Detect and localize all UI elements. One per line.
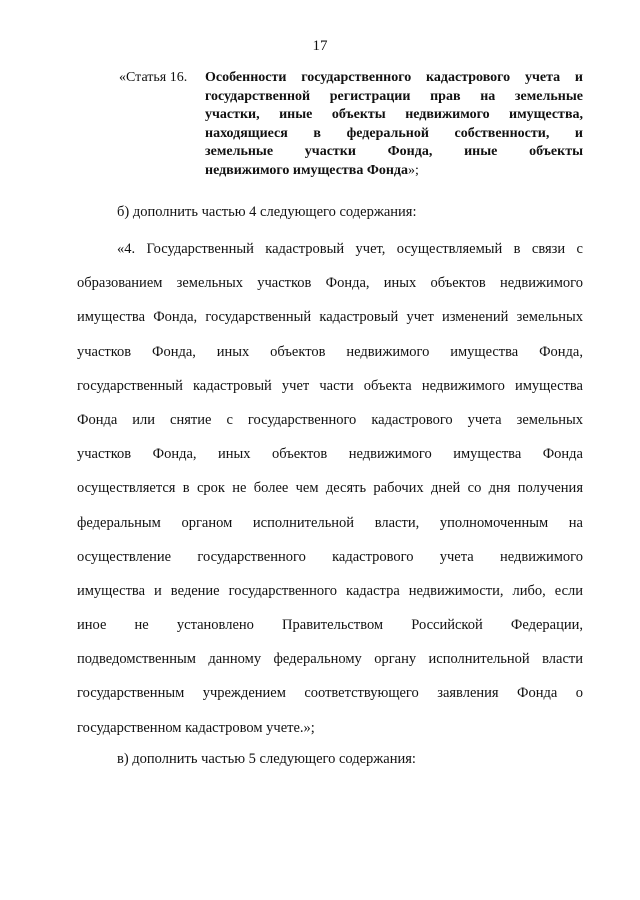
paragraph-line: государственном кадастровом учете.»;: [77, 719, 315, 736]
article-16-heading: [119, 69, 583, 181]
paragraph-line: образованием земельных участков Фонда, иных объектов недвижимого: [77, 275, 583, 292]
paragraph-line: государственный кадастровый учет части объекта недвижимого имущества: [77, 377, 583, 394]
heading-line: земельные участки Фонда, иные объекты: [205, 144, 583, 160]
paragraph-line: федеральным органом исполнительной власти, уполномоченным на: [77, 514, 583, 531]
paragraph-line: иное не установлено Правительством Российской Федерации,: [77, 617, 583, 634]
item-v-text: в) дополнить частью 5 следующего содержания:: [117, 751, 416, 767]
item-b-text: б) дополнить частью 4 следующего содержания:: [117, 204, 417, 220]
heading-tail: »;: [408, 162, 419, 178]
heading-line: находящиеся в федеральной собственности, и: [205, 125, 583, 141]
heading-line: участки, иные объекты недвижимого имущества,: [205, 107, 583, 123]
heading-last-line: [205, 162, 583, 181]
paragraph-line: осуществляется в срок не более чем десять рабочих дней со дня получения: [77, 480, 583, 497]
paragraph-line: участков Фонда, иных объектов недвижимого имущества Фонда: [77, 446, 583, 463]
heading-line: государственной регистрации прав на земельные: [205, 88, 583, 104]
paragraph-line: подведомственным данному федеральному органу исполнительной власти: [77, 651, 583, 668]
paragraph-line: осуществление государственного кадастрового учета недвижимого: [77, 548, 583, 565]
paragraph-line: государственным учреждением соответствующего заявления Фонда о: [77, 685, 583, 702]
page-number: 17: [312, 38, 328, 54]
paragraph-line: «4. Государственный кадастровый учет, осуществляемый в связи с: [117, 241, 583, 257]
paragraph-line: имущества и ведение государственного кадастра недвижимости, либо, если: [77, 582, 583, 599]
paragraph-line: имущества Фонда, государственный кадастровый учет изменений земельных: [77, 309, 583, 326]
paragraph-line: Фонда или снятие с государственного кадастрового учета земельных: [77, 411, 583, 428]
part-4-paragraph: [77, 232, 583, 745]
paragraph-line: участков Фонда, иных объектов недвижимого имущества Фонда,: [77, 343, 583, 360]
article-lead: «Статья 16.: [119, 70, 188, 85]
heading-line: Особенности государственного кадастрового учета и: [205, 70, 583, 85]
heading-last-text: недвижимого имущества Фонда: [205, 162, 409, 178]
